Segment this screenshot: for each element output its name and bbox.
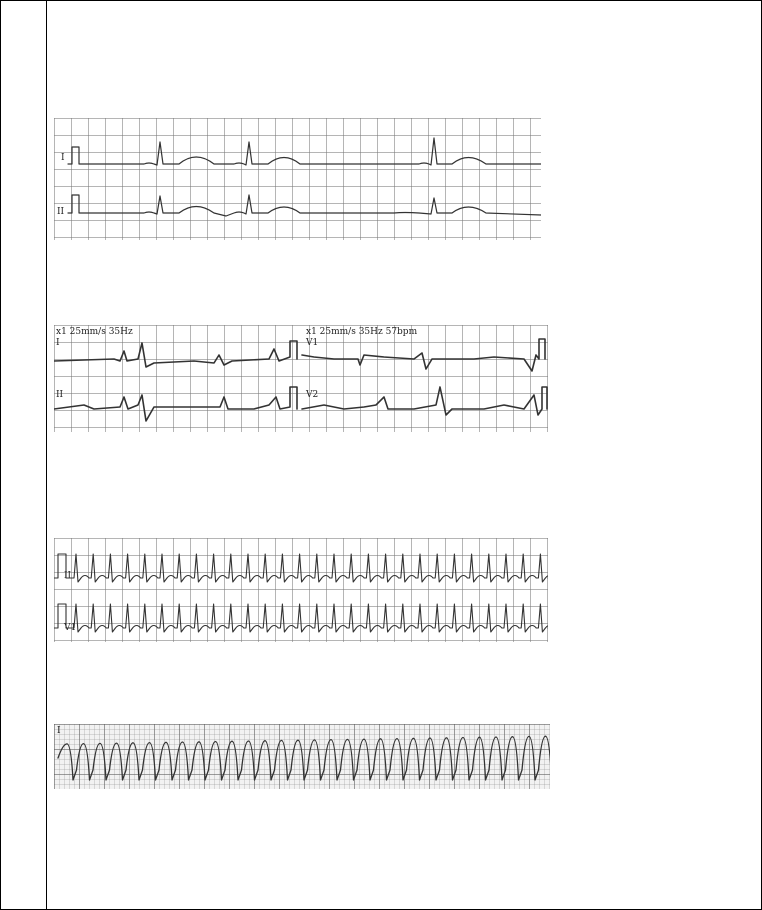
lead-label-ii: II [64,571,72,581]
ecg-strip-2-traces [54,325,548,432]
ecg-strip-2 [54,325,548,432]
strip2-header-right: x1 25mm/s 35Hz 57bpm [306,327,418,337]
ecg-strip-3 [54,538,548,642]
strip2-header-left: x1 25mm/s 35Hz [56,327,133,337]
lead-label-ii: II [57,207,65,217]
left-column-divider [46,1,47,909]
strip1-lead-i-trace [68,138,541,165]
lead-label-i: I [61,153,65,163]
strip1-lead-ii-trace [68,195,541,216]
lead-label-v2: V2 [306,390,319,400]
strip4-lead-i-trace [58,736,550,780]
ecg-strip-1-traces [54,118,541,240]
lead-label-v1: V1 [306,338,319,348]
lead-label-v1: V1 [64,623,77,633]
ecg-strip-3-traces [54,538,548,642]
strip3-lead-ii-trace [54,554,548,582]
lead-label-i: I [56,338,60,348]
strip2-lead-i-trace [54,338,297,367]
lead-label-ii: II [56,390,64,400]
ecg-strip-4 [54,724,550,789]
ecg-strip-4-traces [54,724,550,789]
strip3-lead-v1-trace [54,604,548,632]
strip2-lead-ii-trace [54,387,297,421]
strip2-lead-v1-trace [302,339,545,371]
strip2-lead-v2-trace [302,387,547,415]
lead-label-i: I [57,726,61,736]
ecg-strip-1 [54,118,541,240]
